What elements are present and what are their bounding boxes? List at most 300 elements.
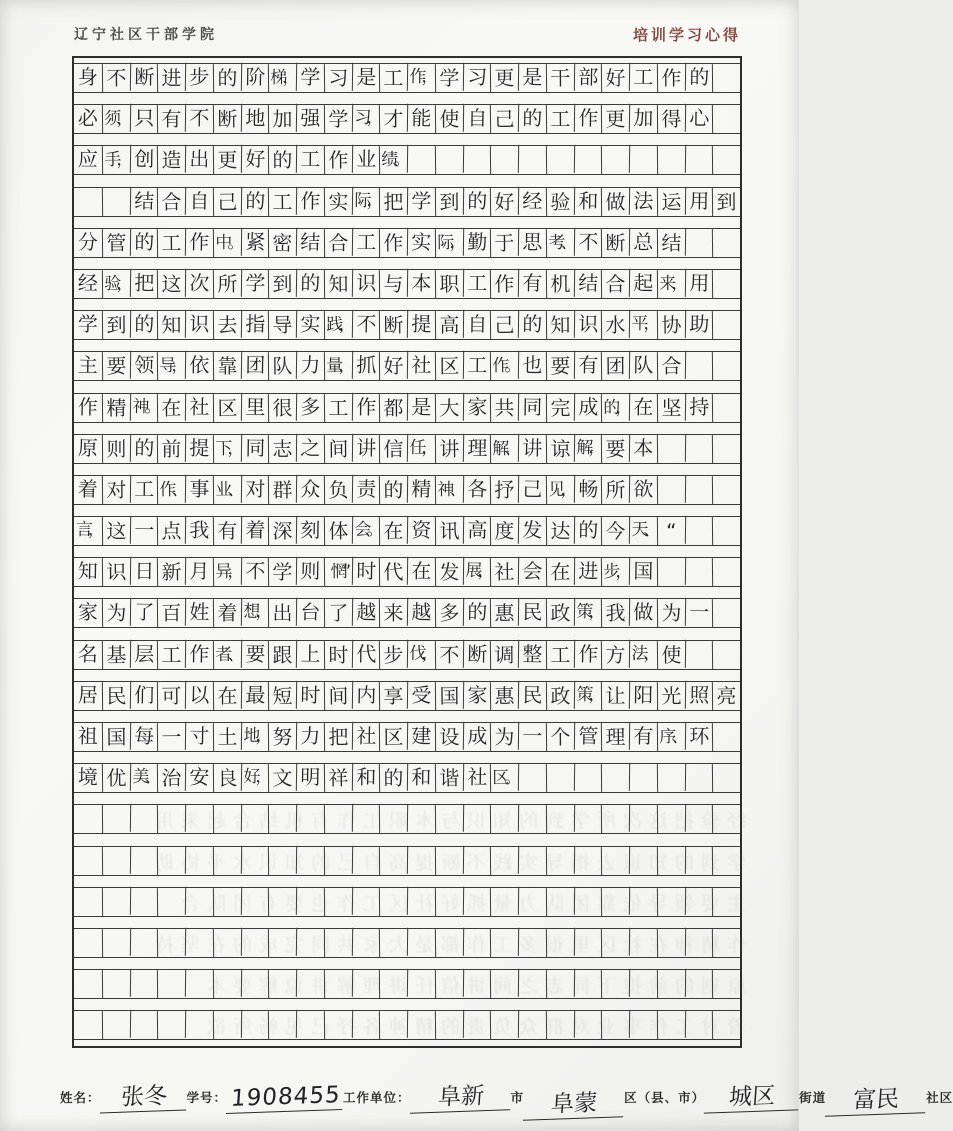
grid-cell: 断 [129, 63, 157, 91]
grid-cell: 刻 [296, 516, 324, 544]
grid-cell: 民 [518, 681, 546, 709]
grid-cell: 进 [573, 557, 601, 585]
grid-cell: 的 [462, 598, 490, 626]
grid-cell: 祖 [77, 723, 99, 749]
grid-cell: 伐， [407, 639, 435, 667]
grid-cell: 作 [296, 186, 324, 214]
grid-cell: 习 [462, 63, 490, 91]
grid-cell [129, 845, 157, 873]
grid-cell [657, 929, 685, 957]
grid-cell: 区。 [490, 764, 518, 792]
grid-cell: 的 [379, 476, 407, 504]
grid-cell: 度 [490, 517, 518, 545]
grid-cell: 的 [518, 310, 546, 338]
grid-cell: 中。 [213, 229, 241, 257]
grid-cell: 代 [351, 639, 379, 667]
grid-cell: 提 [407, 310, 435, 338]
grid-cell: 要 [546, 352, 574, 380]
grid-cell: 作 [77, 394, 99, 419]
grid-cell: 运 [657, 187, 685, 215]
grid-cell: 到 [102, 311, 130, 339]
grid-cell [435, 1011, 463, 1039]
name-label: 姓名： [60, 1090, 101, 1105]
header-document-title: 培训学习心得 [632, 26, 741, 44]
grid-cell: 结 [129, 186, 157, 214]
grid-row [74, 598, 740, 628]
grid-cell [102, 187, 130, 215]
grid-row [74, 351, 740, 381]
grid-cell [268, 1011, 296, 1039]
grid-cell: 我 [185, 516, 213, 544]
grid-cell [407, 969, 435, 997]
grid-cell [546, 888, 574, 916]
grid-cell: 明 [296, 763, 324, 791]
grid-cell: 也 [518, 351, 546, 379]
grid-cell: 多 [296, 392, 324, 420]
grid-cell: 作 [657, 64, 685, 92]
grid-cell: 的 [129, 433, 157, 461]
grid-cell [601, 970, 629, 998]
grid-cell: 谅 [546, 435, 574, 463]
grid-cell [129, 804, 157, 832]
grid-cell: 考、 [546, 229, 574, 257]
grid-cell: 成 [462, 722, 490, 750]
grid-cell: 地 [240, 104, 268, 132]
grid-cell: 之 [296, 433, 324, 461]
grid-cell: 持 [684, 392, 712, 420]
grid-cell [268, 888, 296, 916]
grid-cell [296, 887, 324, 915]
grid-cell: 了 [324, 599, 352, 627]
grid-cell: 解、 [490, 435, 518, 463]
grid-cell: 量， [324, 352, 352, 380]
grid-cell [324, 1011, 352, 1039]
grid-cell: 者、 [213, 640, 241, 668]
grid-cell [601, 846, 629, 874]
grid-sheet [72, 56, 746, 1048]
grid-cell: 越 [351, 598, 379, 626]
grid-cell [185, 887, 213, 915]
grid-cell [462, 845, 490, 873]
grid-cell: 建 [407, 722, 435, 750]
grid-cell: 的 [379, 764, 407, 792]
grid-cell [102, 1011, 130, 1039]
grid-cell: 讲 [518, 433, 546, 461]
grid-cell: 合 [657, 352, 685, 380]
grid-cell: 不 [240, 557, 268, 585]
grid-cell [657, 1011, 685, 1039]
grid-cell [684, 516, 712, 544]
grid-cell [407, 928, 435, 956]
grid-cell: 为 [102, 599, 130, 627]
grid-cell: 抓 [351, 351, 379, 379]
grid-cell [712, 270, 740, 298]
grid-cell: 层 [129, 639, 157, 667]
grid-cell [629, 845, 657, 873]
grid-cell: 作 [573, 639, 601, 667]
grid-cell: 讲 [351, 433, 379, 461]
district-suffix: 区（县、市） [624, 1090, 706, 1105]
grid-cell: 的 [240, 186, 268, 214]
grid-cell: 享 [379, 682, 407, 710]
grid-cell: 天、 [629, 516, 657, 544]
grid-cell: 出 [185, 145, 213, 173]
grid-cell [712, 517, 740, 545]
grid-cell: 对 [240, 475, 268, 503]
grid-cell: 见， [546, 476, 574, 504]
grid-cell: 日 [129, 557, 157, 585]
grid-cell [546, 764, 574, 792]
grid-cell [684, 1010, 712, 1038]
grid-cell [601, 764, 629, 792]
grid-cell: 加 [629, 104, 657, 132]
grid-cell [657, 764, 685, 792]
grid-cell: 多 [435, 599, 463, 627]
grid-cell: 学 [296, 63, 324, 91]
grid-cell: 着 [213, 599, 241, 627]
grid-cell: 管 [573, 722, 601, 750]
grid-cell [213, 970, 241, 998]
grid-cell: 必 [77, 106, 99, 131]
grid-cell [435, 888, 463, 916]
grid-row [74, 393, 740, 423]
grid-cell: 新 [157, 558, 185, 586]
grid-cell: 居 [77, 682, 99, 707]
grid-cell: 的 [573, 516, 601, 544]
grid-cell: 加 [268, 105, 296, 133]
grid-cell: 要 [102, 352, 130, 380]
grid-cell: 职 [435, 270, 463, 298]
grid-cell: “ [657, 517, 685, 545]
name-value-handwritten: 张冬 [99, 1083, 187, 1114]
grid-cell: 法 [629, 186, 657, 214]
grid-cell: 社 [351, 722, 379, 750]
grid-row [74, 887, 746, 917]
grid-cell [296, 928, 324, 956]
grid-cell: 步， [601, 558, 629, 586]
grid-cell [185, 804, 213, 832]
grid-cell: 指 [240, 310, 268, 338]
grid-cell [185, 928, 213, 956]
grid-cell [129, 969, 157, 997]
grid-cell: 工 [379, 64, 407, 92]
grid-cell: 学 [324, 105, 352, 133]
grid-cell: 区 [435, 352, 463, 380]
grid-cell: 队 [629, 351, 657, 379]
grid-cell: 队 [268, 352, 296, 380]
grid-cell: 在 [213, 682, 241, 710]
grid-cell [268, 970, 296, 998]
grid-cell: 造 [157, 146, 185, 174]
grid-cell: 不 [102, 64, 130, 92]
grid-cell: 断 [213, 105, 241, 133]
grid-cell: 学 [268, 558, 296, 586]
grid-cell: 共 [490, 393, 518, 421]
grid-cell: 所 [213, 270, 241, 298]
grid-cell [657, 476, 685, 504]
grid-cell: 识 [185, 310, 213, 338]
grid-cell: 要 [601, 435, 629, 463]
grid-row [74, 145, 740, 175]
grid-cell [657, 558, 685, 586]
grid-cell [351, 804, 379, 832]
grid-cell: 断 [462, 639, 490, 667]
grid-cell: 学 [435, 64, 463, 92]
grid-cell: 方 [601, 640, 629, 668]
grid-cell: 使 [657, 640, 685, 668]
grid-cell: 结 [657, 229, 685, 257]
grid-cell: 与 [379, 270, 407, 298]
grid-cell [435, 970, 463, 998]
grid-cell [712, 146, 740, 174]
grid-cell [407, 1010, 435, 1038]
grid-cell [712, 558, 740, 586]
grid-cell: 际， [351, 186, 379, 214]
grid-cell [629, 804, 657, 832]
grid-cell: 合 [157, 187, 185, 215]
grid-cell: 每 [129, 722, 157, 750]
bleed-through-ghost-text: 主要领导依靠团队力量抓好社区工作也要有团队合 [173, 892, 746, 915]
grid-cell: 机 [546, 270, 574, 298]
grid-cell [351, 887, 379, 915]
grid-cell: 知 [157, 311, 185, 339]
grid-cell [379, 888, 407, 916]
grid-cell [573, 969, 601, 997]
grid-cell: 自 [185, 186, 213, 214]
grid-cell [74, 969, 102, 997]
grid-cell [712, 64, 740, 92]
grid-cell: 所 [601, 476, 629, 504]
grid-cell: 社 [490, 558, 518, 586]
grid-cell: 习， [351, 104, 379, 132]
grid-cell: 姓 [185, 598, 213, 626]
grid-cell: 间 [324, 682, 352, 710]
community-value-handwritten: 富民 [825, 1085, 927, 1116]
grid-cell [490, 805, 518, 833]
grid-cell [712, 599, 740, 627]
grid-cell: 己 [518, 475, 546, 503]
grid-cell [102, 846, 130, 874]
grid-cell: 代 [379, 558, 407, 586]
grid-cell: 更 [213, 146, 241, 174]
grid-cell: 部 [573, 63, 601, 91]
grid-cell [129, 887, 157, 915]
grid-cell [268, 929, 296, 957]
grid-cell: 理 [601, 723, 629, 751]
grid-cell: 步 [185, 63, 213, 91]
grid-cell: 体 [324, 517, 352, 545]
grid-cell: 土 [213, 723, 241, 751]
grid-cell [324, 888, 352, 916]
grid-cell: 出 [268, 599, 296, 627]
grid-cell: 的 [129, 310, 157, 338]
grid-cell: 解， [573, 433, 601, 461]
grid-cell [240, 928, 268, 956]
grid-cell: 众 [296, 475, 324, 503]
grid-cell [684, 928, 712, 956]
grid-cell [684, 228, 712, 256]
grid-cell: 管 [102, 229, 130, 257]
grid-cell: 惠 [490, 682, 518, 710]
grid-cell [712, 640, 740, 668]
grid-row [74, 722, 740, 752]
grid-cell [629, 763, 657, 791]
grid-cell: 不 [185, 104, 213, 132]
grid-cell: 经 [77, 270, 99, 296]
grid-cell [435, 846, 463, 874]
grid-cell: 工 [157, 229, 185, 257]
grid-cell [102, 888, 130, 916]
grid-cell [684, 475, 712, 503]
grid-cell: 阳 [629, 681, 657, 709]
grid-cell: 策， [573, 681, 601, 709]
grid-cell [490, 929, 518, 957]
grid-cell: 分 [77, 229, 99, 254]
grid-cell: 和 [351, 763, 379, 791]
grid-cell: 依 [185, 351, 213, 379]
grid-cell [129, 1010, 157, 1038]
grid-cell: 用 [684, 186, 712, 214]
grid-cell [629, 887, 657, 915]
grid-cell: 工 [546, 640, 574, 668]
grid-cell [379, 970, 407, 998]
grid-row [74, 310, 740, 340]
grid-cell: 境 [77, 765, 99, 790]
grid-cell: 治 [157, 764, 185, 792]
grid-cell: 一 [518, 722, 546, 750]
grid-cell: 跟 [268, 640, 296, 668]
grid-cell: 更 [490, 64, 518, 92]
grid-row [74, 928, 746, 958]
grid-cell: 受 [407, 681, 435, 709]
grid-cell: 深 [268, 517, 296, 545]
grid-cell: 不 [573, 228, 601, 256]
grid-cell: 为 [657, 599, 685, 627]
grid-cell: 实 [407, 228, 435, 256]
grid-cell: 精 [407, 475, 435, 503]
grid-cell [351, 845, 379, 873]
grid-cell [296, 969, 324, 997]
grid-cell: 可 [157, 682, 185, 710]
grid-cell: 整 [518, 639, 546, 667]
grid-cell: 工 [351, 228, 379, 256]
grid-cell [157, 846, 185, 874]
grid-cell: 上 [296, 639, 324, 667]
grid-cell: 信 [379, 435, 407, 463]
grid-cell: 一 [129, 516, 157, 544]
grid-cell [296, 845, 324, 873]
grid-cell: 是 [518, 63, 546, 91]
grid-cell: 和 [573, 186, 601, 214]
grid-cell: 短 [268, 682, 296, 710]
grid-cell [629, 145, 657, 173]
grid-cell [74, 1010, 102, 1038]
grid-cell: 抒 [490, 476, 518, 504]
grid-cell: 要 [240, 639, 268, 667]
grid-cell: 下， [213, 435, 241, 463]
grid-cell [74, 887, 102, 915]
grid-cell [407, 145, 435, 173]
grid-cell: 践， [324, 311, 352, 339]
grid-cell: 在 [407, 557, 435, 585]
grid-cell: 作 [185, 639, 213, 667]
grid-cell: 于 [490, 229, 518, 257]
grid-cell [324, 929, 352, 957]
grid-cell: 畅 [573, 475, 601, 503]
grid-cell: 阶 [240, 63, 268, 91]
grid-cell: 设 [435, 723, 463, 751]
grid-cell: 断 [601, 229, 629, 257]
grid-cell: 越 [407, 598, 435, 626]
grid-cell: 美、 [129, 763, 157, 791]
grid-cell [712, 888, 740, 916]
grid-cell: 工 [268, 187, 296, 215]
grid-cell: 良 [213, 764, 241, 792]
grid-cell: 团 [601, 352, 629, 380]
grid-cell [213, 1011, 241, 1039]
grid-cell: 有 [573, 351, 601, 379]
grid-cell: 己 [213, 187, 241, 215]
grid-cell [213, 846, 241, 874]
grid-cell: 的 [296, 269, 324, 297]
bleed-through-ghost-text: 学到的知识去指导实践不断提高自己的知识水平协助 [147, 851, 746, 874]
grid-cell: 步 [379, 640, 407, 668]
grid-cell: 点 [157, 517, 185, 545]
grid-cell [546, 805, 574, 833]
grid-cell: 照 [684, 681, 712, 709]
work-unit-label: 工作单位： [343, 1090, 411, 1105]
grid-cell: 得 [657, 105, 685, 133]
grid-cell: 工 [629, 63, 657, 91]
grid-cell: 努 [268, 723, 296, 751]
grid-cell: 完 [546, 393, 574, 421]
grid-cell: 区 [379, 723, 407, 751]
grid-cell: 来 [379, 599, 407, 627]
grid-cell: 工 [546, 105, 574, 133]
grid-cell [573, 1010, 601, 1038]
grid-cell [546, 970, 574, 998]
grid-cell: 的 [462, 186, 490, 214]
grid-cell: 环 [684, 722, 712, 750]
grid-cell [712, 723, 740, 751]
grid-cell: 会。 [351, 516, 379, 544]
grid-cell: 有 [213, 517, 241, 545]
grid-cell: 区 [213, 393, 241, 421]
grid-cell: 作。 [490, 352, 518, 380]
grid-cell: 发 [518, 516, 546, 544]
grid-cell: 创 [129, 145, 157, 173]
grid-row [74, 63, 740, 93]
grid-cell [435, 805, 463, 833]
grid-cell [684, 763, 712, 791]
grid-cell: 好 [490, 187, 518, 215]
grid-cell: 本 [629, 433, 657, 461]
grid-cell: 平， [629, 310, 657, 338]
grid-cell: 不 [351, 310, 379, 338]
grid-cell: 学 [407, 186, 435, 214]
grid-cell [518, 928, 546, 956]
grid-cell: 合 [324, 229, 352, 257]
grid-cell: 家 [462, 392, 490, 420]
grid-cell [629, 969, 657, 997]
grid-cell: 让 [601, 682, 629, 710]
grid-cell: 同 [240, 433, 268, 461]
grid-cell: 习 [324, 64, 352, 92]
grid-cell: 起 [629, 269, 657, 297]
grid-row [74, 557, 740, 587]
grid-cell: 去 [213, 311, 241, 339]
grid-cell [462, 1010, 490, 1038]
